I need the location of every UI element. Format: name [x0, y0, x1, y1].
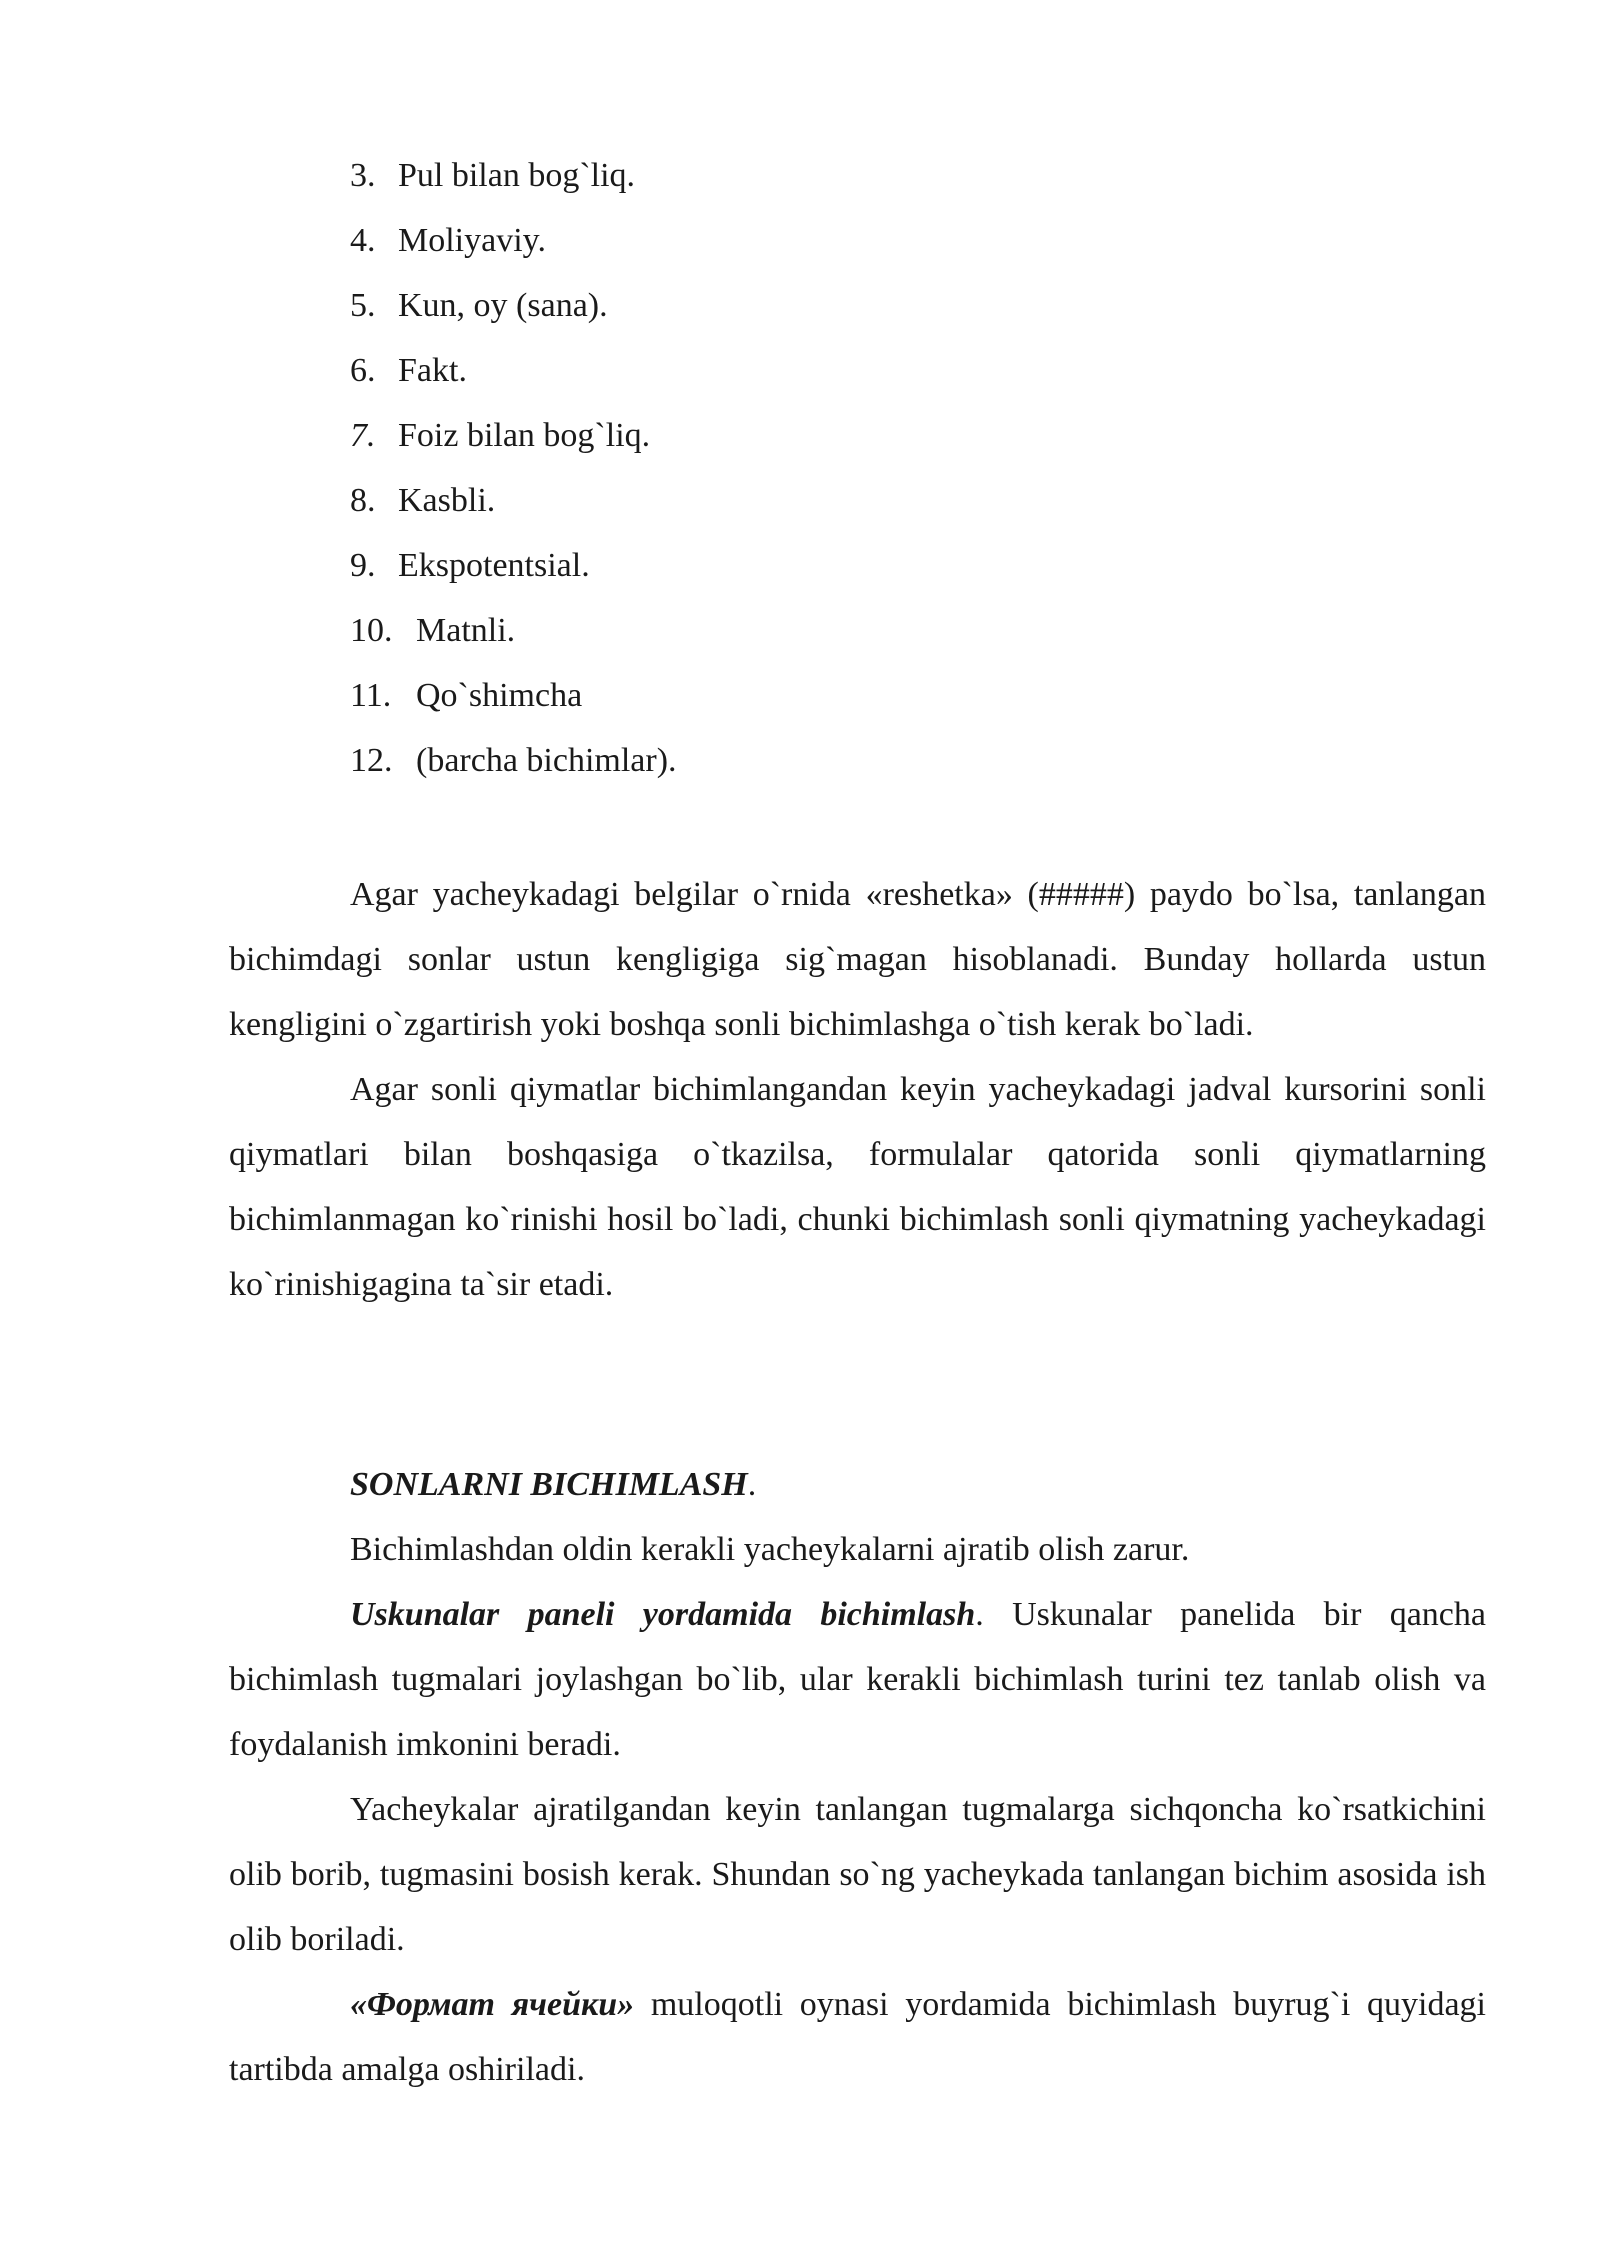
list-item — [350, 733, 677, 798]
list-item — [350, 343, 677, 408]
list-item-text: Fakt. — [398, 352, 467, 389]
list-item-text: Kun, oy (sana). — [398, 287, 608, 324]
list-item-number: 7. — [350, 417, 376, 454]
section-heading — [229, 1452, 1486, 1517]
paragraph-format-dialog — [229, 1972, 1486, 2102]
list-item-text: (barcha bichimlar). — [416, 742, 677, 779]
list-item-number: 6. — [350, 352, 376, 389]
section-heading-dot: . — [747, 1466, 757, 1503]
list-item — [350, 538, 677, 603]
format-dialog-term: «Формат ячейки» — [350, 1986, 635, 2023]
list-item-number: 12. — [350, 742, 393, 779]
format-type-list — [350, 148, 677, 798]
list-item — [350, 668, 677, 733]
paragraph-reshetka: Agar yacheykadagi belgilar o`rnida «reshetka» (#####) paydo bo`lsa, tanlangan bichimdagi sonlar ustun kengligiga sig`magan hisoblanadi. Bunday hollarda ustun kengligini o`zgartirish yoki boshqa sonli bichimlashga o`tish kerak bo`ladi. — [229, 876, 1486, 1043]
list-item-text: Matnli. — [416, 612, 516, 649]
paragraph-select-cells: Bichimlashdan oldin kerakli yacheykalarni ajratib olish zarur. — [350, 1531, 1190, 1568]
list-item-number: 9. — [350, 547, 376, 584]
list-item-number: 8. — [350, 482, 376, 519]
list-item-number: 10. — [350, 612, 393, 649]
toolbar-term: Uskunalar paneli yordamida bichimlash — [350, 1596, 976, 1633]
section-heading-text: SONLARNI BICHIMLASH — [350, 1466, 748, 1503]
list-item — [350, 473, 677, 538]
body-text-block — [229, 862, 1486, 1317]
list-item — [350, 148, 677, 213]
list-item-number: 4. — [350, 222, 376, 259]
format-dialog-description: muloqotli oynasi yordamida bichimlash buyrug`i quyidagi tartibda amalga oshiriladi. — [229, 1986, 1487, 2088]
paragraph-cursor: Agar sonli qiymatlar bichimlangandan keyin yacheykadagi jadval kursorini sonli qiymatlari bilan boshqasiga o`tkazilsa, formulalar qatorida sonli qiymatlarning bichimlanmagan ko`rinishi hosil bo`ladi, chunki bichimlash sonli qiymatning yacheykadagi ko`rinishigagina ta`sir etadi. — [229, 1071, 1486, 1303]
list-item-text: Qo`shimcha — [416, 677, 583, 714]
list-item-number: 11. — [350, 677, 392, 714]
list-item-text: Moliyaviy. — [398, 222, 546, 259]
list-item-text: Foiz bilan bog`liq. — [398, 417, 651, 454]
list-item-number: 3. — [350, 157, 376, 194]
list-item-text: Kasbli. — [398, 482, 496, 519]
paragraph-toolbar — [229, 1582, 1486, 1777]
list-item-number: 5. — [350, 287, 376, 324]
toolbar-description: . Uskunalar panelida bir qancha bichimlash tugmalari joylashgan bo`lib, ular kerakli bichimlash turini tez tanlab olish va foydalanish imkonini beradi. — [229, 1596, 1486, 1763]
list-item — [350, 278, 677, 343]
list-item — [350, 213, 677, 278]
list-item-text: Ekspotentsial. — [398, 547, 590, 584]
list-item-text: Pul bilan bog`liq. — [398, 157, 636, 194]
section-block — [229, 1452, 1486, 2102]
list-item — [350, 408, 677, 473]
list-item — [350, 603, 677, 668]
paragraph-buttons: Yacheykalar ajratilgandan keyin tanlangan tugmalarga sichqoncha ko`rsatkichini olib borib, tugmasini bosish kerak. Shundan so`ng yacheykada tanlangan bichim asosida ish olib boriladi. — [229, 1791, 1486, 1958]
